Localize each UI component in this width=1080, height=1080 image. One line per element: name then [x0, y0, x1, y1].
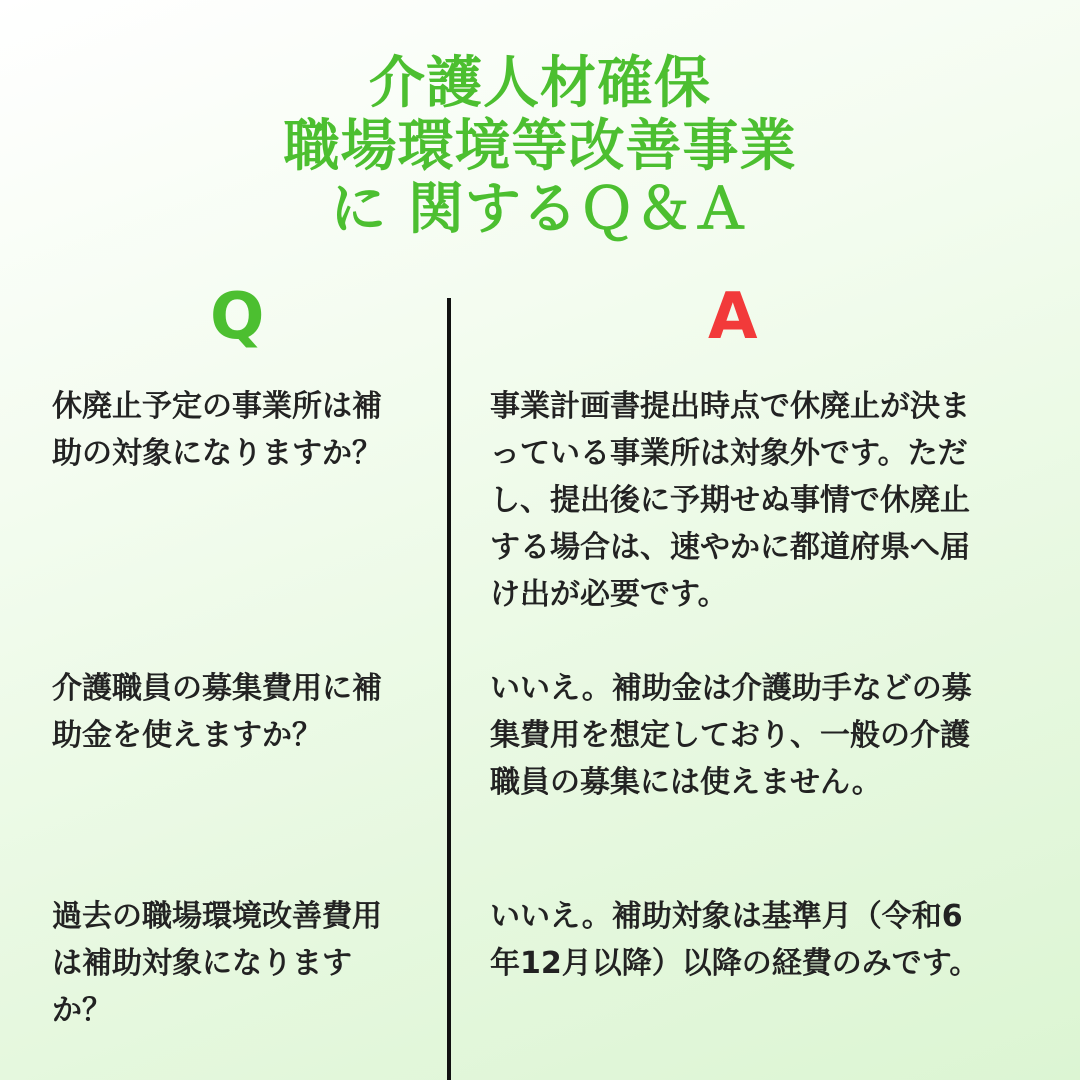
- question-3-line: は補助対象になります: [52, 946, 352, 981]
- page-title: [0, 52, 1080, 241]
- answer-2-line: 集費用を想定しており、一般の介護: [490, 718, 970, 753]
- answer-2: [490, 665, 1030, 806]
- answer-1-line: し、提出後に予期せぬ事情で休廃止: [490, 483, 970, 518]
- question-3: [52, 893, 424, 1034]
- question-column-header: Q: [210, 280, 265, 354]
- answer-3-line: 年12月以降）以降の経費のみです。: [490, 946, 980, 981]
- question-2-line: 介護職員の募集費用に補: [52, 671, 382, 706]
- answer-2-line: いいえ。補助金は介護助手などの募: [490, 671, 972, 706]
- question-1: [52, 383, 424, 477]
- answer-3-line: いいえ。補助対象は基準月（令和6: [490, 899, 963, 934]
- title-line-3: に 関するＱ＆Ａ: [330, 177, 750, 242]
- question-2: [52, 665, 424, 759]
- title-line-2: 職場環境等改善事業: [283, 114, 797, 179]
- answer-2-line: 職員の募集には使えません。: [490, 765, 882, 800]
- answer-1: [490, 383, 1030, 618]
- answer-1-line: 事業計画書提出時点で休廃止が決ま: [490, 389, 970, 424]
- answer-column-header: A: [708, 280, 758, 354]
- answer-1-line: け出が必要です。: [490, 577, 728, 612]
- column-divider: [447, 298, 451, 1080]
- question-1-line: 助の対象になりますか？: [52, 436, 382, 471]
- answer-1-line: する場合は、速やかに都道府県へ届: [490, 530, 970, 565]
- title-line-1: 介護人材確保: [369, 51, 711, 116]
- question-3-line: 過去の職場環境改善費用: [52, 899, 382, 934]
- question-3-line: か？: [52, 993, 112, 1028]
- question-1-line: 休廃止予定の事業所は補: [52, 389, 382, 424]
- question-2-line: 助金を使えますか？: [52, 718, 322, 753]
- answer-3: [490, 893, 1030, 987]
- answer-1-line: っている事業所は対象外です。ただ: [490, 436, 968, 471]
